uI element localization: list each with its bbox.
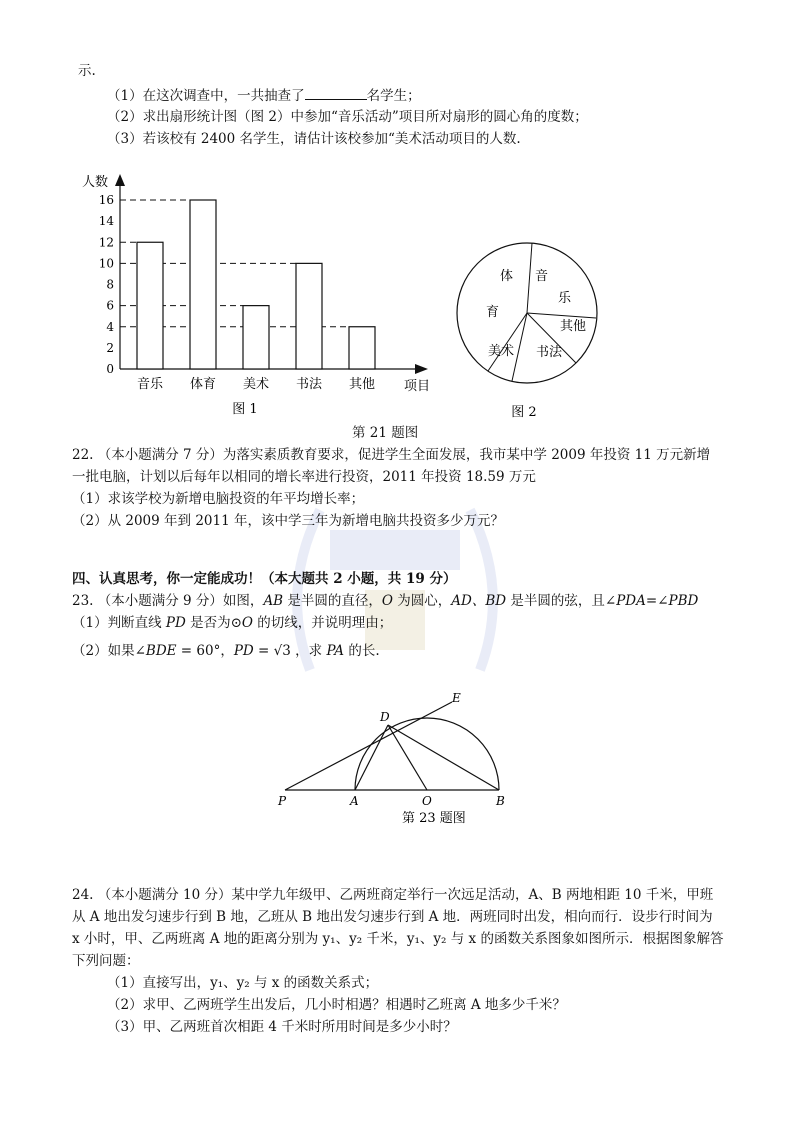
y-tick-label-14: 14 <box>98 214 114 229</box>
q23-sub-2 <box>72 642 380 660</box>
pie-label-tiyu-1: 体 <box>500 269 514 284</box>
q23-s1a: （1）判断直线 <box>72 615 166 631</box>
line-DO <box>388 725 427 790</box>
q23-line-1 <box>72 592 698 610</box>
x-tick-label-5: 其他 <box>348 377 376 392</box>
q24-line-1: 24. （本小题满分 10 分）某中学九年级甲、乙两班商定举行一次远足活动，A、B 两地相距 10 千米，甲班 <box>72 887 714 903</box>
pie-label-tiyu-2: 育 <box>486 305 500 320</box>
q24-line-4: 下列问题： <box>72 953 140 969</box>
q23-s2c: = 60°， <box>176 643 234 659</box>
y-tick-label-16: 16 <box>98 193 114 207</box>
figure-2-caption: 图 2 <box>511 405 537 420</box>
q23-s2d: PD <box>233 643 254 659</box>
y-tick-label-8: 8 <box>106 277 114 292</box>
q23-s2b: BDE <box>145 643 177 659</box>
q23-figure-caption: 第 23 题图 <box>402 811 466 826</box>
pie-label-yinyue-1: 音 <box>535 269 549 284</box>
y-tick-label-0: 0 <box>106 362 114 376</box>
bar-chart <box>70 168 450 423</box>
line-PE <box>285 702 452 790</box>
bar-1 <box>137 242 163 369</box>
pie-divider-1 <box>527 243 532 313</box>
y-tick-label-2: 2 <box>106 340 114 355</box>
point-B-label: B <box>496 794 505 808</box>
q23-t4: O <box>381 593 393 609</box>
semicircle-arc <box>355 718 499 790</box>
pie-divider-5 <box>512 313 527 381</box>
intro-item-3: （3）若该校有 2400 名学生，请估计该校参加“美术活动项目的人数. <box>107 131 521 147</box>
bar-3 <box>243 306 269 369</box>
pie-label-meishu: 美术 <box>488 344 515 359</box>
chord-BD <box>388 725 499 790</box>
q24-line-2: 从 A 地出发匀速步行到 B 地，乙班从 B 地出发匀速步行到 A 地．两班同时出发，相向而行．设步行时间为 <box>72 909 713 925</box>
q23-sub-1 <box>72 614 392 632</box>
intro-item-2: （2）求出扇形统计图（图 2）中参加“音乐活动”项目所对扇形的圆心角的度数； <box>107 109 588 125</box>
q22-sub-2: （2）从 2009 年到 2011 年，该中学三年为新增电脑共投资多少万元？ <box>72 513 504 529</box>
q24-sub-1: （1）直接写出，y₁、y₂ 与 x 的函数关系式； <box>107 975 379 991</box>
intro-item-1 <box>107 86 421 105</box>
pie-chart <box>450 238 610 423</box>
q23-s1d: O <box>241 615 253 631</box>
x-tick-label-1: 音乐 <box>136 377 164 392</box>
answer-blank <box>305 86 367 100</box>
q23-geometry-figure <box>270 690 530 830</box>
chord-AD <box>355 725 388 790</box>
q23-s2e: = √3 ，求 <box>253 643 327 659</box>
figure-1-caption: 图 1 <box>232 402 258 417</box>
intro-item-1-pre: （1）在这次调查中，一共抽查了 <box>107 88 305 104</box>
y-axis-arrow <box>115 174 125 186</box>
x-tick-label-4: 书法 <box>295 377 323 392</box>
q23-t10: PBD <box>668 593 699 609</box>
q23-s2a: （2）如果∠ <box>72 643 146 659</box>
q23-t8: PDA <box>616 593 646 609</box>
point-D-label: D <box>380 710 390 724</box>
q22-line-2: 一批电脑，计划以后每年以相同的增长率进行投资，2011 年投资 18.59 万元 <box>72 469 536 485</box>
q22-line-1: 22. （本小题满分 7 分）为落实素质教育要求，促进学生全面发展，我市某中学 2009 年投资 11 万元新增 <box>72 447 711 463</box>
pie-label-qita: 其他 <box>560 319 587 334</box>
point-P-label: P <box>278 794 287 808</box>
q23-s1e: 的切线，并说明理由； <box>253 615 393 631</box>
y-axis-label: 人数 <box>82 175 109 190</box>
point-A-label: A <box>350 794 359 808</box>
x-axis-arrow <box>415 364 428 374</box>
q23-t3: 是半圆的直径， <box>283 593 382 609</box>
q23-s2f: PA <box>326 643 345 659</box>
q23-t2: AB <box>263 593 284 609</box>
bar-4 <box>296 263 322 369</box>
x-tick-label-3: 美术 <box>242 377 270 392</box>
q21-figure-caption: 第 21 题图 <box>352 425 419 441</box>
q23-t5: 为圆心， <box>392 593 452 609</box>
y-tick-label-4: 4 <box>106 319 114 334</box>
q23-s1b: PD <box>165 615 186 631</box>
point-E-label: E <box>452 691 461 705</box>
x-tick-label-2: 体育 <box>189 377 217 392</box>
section-4-heading: 四、认真思考，你一定能成功！（本大题共 2 小题，共 19 分） <box>72 571 457 587</box>
intro-tail: 示. <box>78 63 96 79</box>
q23-t6: AD、BD <box>451 593 507 609</box>
q23-t7: 是半圆的弦，且∠ <box>506 593 617 609</box>
bar-5 <box>349 327 375 369</box>
q24-line-3: x 小时，甲、乙两班离 A 地的距离分别为 y₁、y₂ 千米，y₁、y₂ 与 x 的函数关系图象如图所示．根据图象解答 <box>72 931 724 947</box>
y-tick-label-12: 12 <box>98 235 114 250</box>
bar-2 <box>190 200 216 369</box>
y-tick-label-10: 10 <box>98 256 114 271</box>
intro-item-1-post: 名学生； <box>366 88 421 104</box>
q24-sub-3: （3）甲、乙两班首次相距 4 千米时所用时间是多少小时？ <box>107 1019 457 1035</box>
q22-sub-1: （1）求该学校为新增电脑投资的年平均增长率； <box>72 491 365 507</box>
pie-label-shufa: 书法 <box>536 345 563 360</box>
q23-t9: =∠ <box>645 593 669 609</box>
q23-s2g: 的长. <box>344 643 380 659</box>
x-axis-label: 项目 <box>404 379 431 394</box>
point-O-label: O <box>422 794 432 808</box>
pie-divider-4 <box>488 313 527 371</box>
q24-sub-2: （2）求甲、乙两班学生出发后，几小时相遇？相遇时乙班离 A 地多少千米？ <box>107 997 566 1013</box>
q23-s1c: 是否为⊙ <box>185 615 242 631</box>
q23-t1: 23. （本小题满分 9 分）如图， <box>72 593 264 609</box>
pie-label-yinyue-2: 乐 <box>558 291 572 306</box>
pie-divider-2 <box>527 313 596 318</box>
y-tick-label-6: 6 <box>106 298 114 313</box>
